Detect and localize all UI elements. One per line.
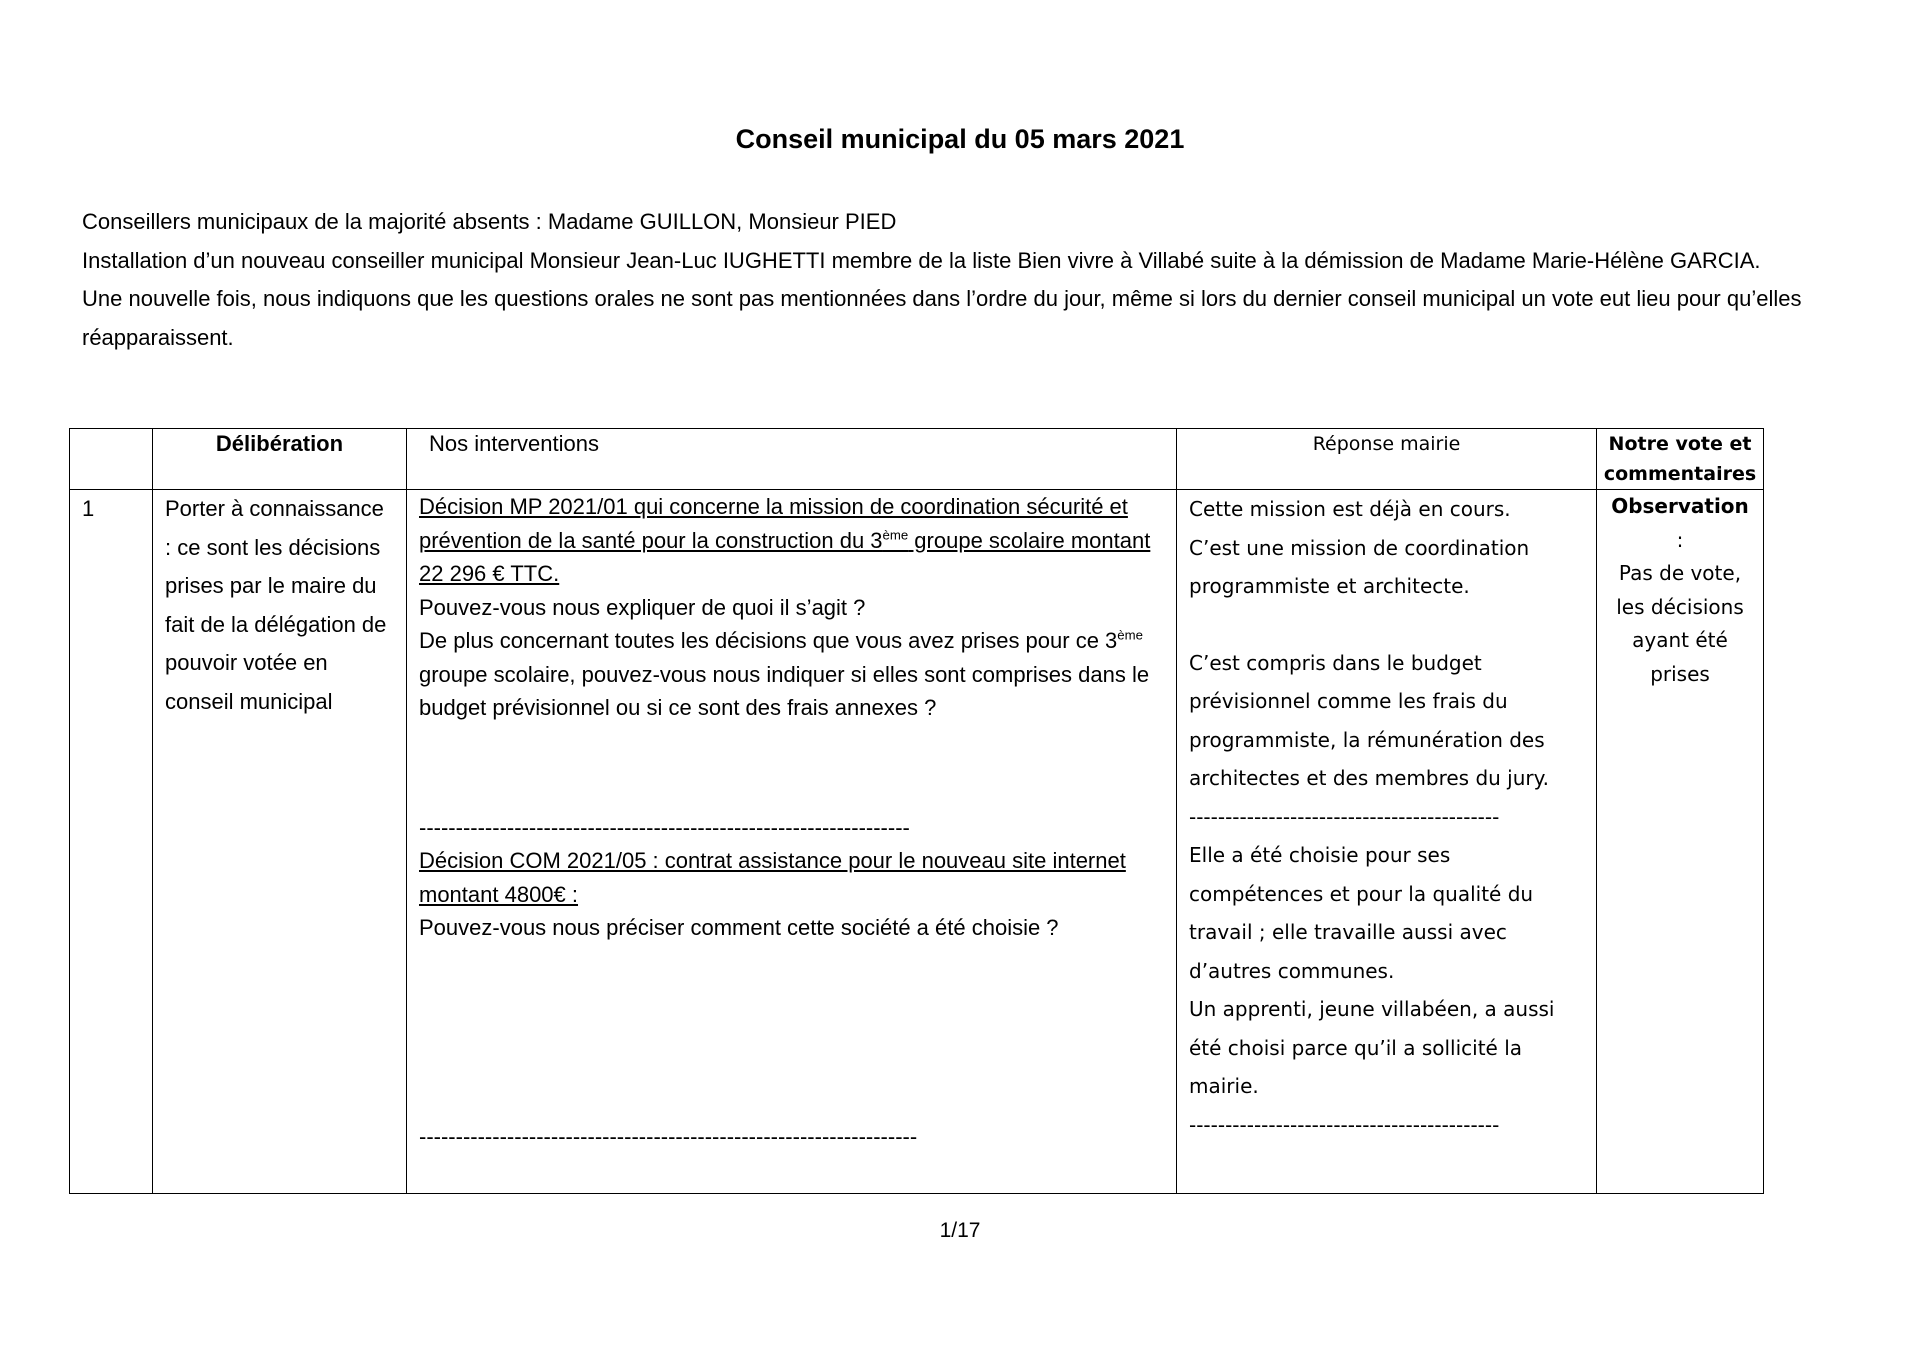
decision-com: Décision COM 2021/05 : contrat assistance pour le nouveau site internet montant 4800€ : — [419, 848, 1126, 907]
row-interventions — [407, 490, 1177, 1194]
page-number: 1/17 — [939, 1219, 981, 1242]
header-num — [70, 429, 153, 490]
row-num: 1 — [70, 490, 153, 1194]
intro — [82, 203, 1822, 357]
question-2: De plus concernant toutes les décisions que vous avez prises pour ce 3ème groupe scolaire, pouvez-vous nous indiquer si elles sont comprises dans le budget prévisionnel ou si ce sont des frais annexes ? — [419, 627, 1150, 720]
page-title: Conseil municipal du 05 mars 2021 — [735, 124, 1185, 154]
row-reponse — [1177, 490, 1597, 1194]
intro-absents: Conseillers municipaux de la majorité absents : Madame GUILLON, Monsieur PIED — [82, 209, 897, 234]
separator: ------------------------------------------------------------------- — [419, 814, 910, 840]
vote-observation: Observation : — [1611, 494, 1749, 552]
reponse-3: C’est compris dans le budget prévisionnel comme les frais du programmiste, la rémunération des architectes et des membres du jury. — [1189, 650, 1549, 790]
row-vote — [1597, 490, 1764, 1194]
intro-installation: Installation d’un nouveau conseiller municipal Monsieur Jean-Luc IUGHETTI membre de la liste Bien vivre à Villabé suite à la démission de Madame Marie-Hélène GARCIA. — [82, 247, 1761, 273]
deliberations-table — [69, 428, 1764, 1194]
separator: -------------------------------------------------------------------- — [419, 1123, 918, 1149]
reponse-5: Un apprenti, jeune villabéen, a aussi été choisi parce qu’il a sollicité la mairie. — [1189, 997, 1555, 1098]
header-vote: Notre vote et commentaires — [1597, 429, 1764, 490]
intro-questions: Une nouvelle fois, nous indiquons que les questions orales ne sont pas mentionnées dans l’ordre du jour, même si lors du dernier conseil municipal un vote eut lieu pour qu’elles réapparaissent. — [82, 286, 1802, 350]
decision-mp: Décision MP 2021/01 qui concerne la mission de coordination sécurité et prévention de la santé pour la construction du 3ème groupe scolaire montant 22 296 € TTC. — [419, 494, 1151, 586]
row-deliberation: Porter à connaissance : ce sont les décisions prises par le maire du fait de la délégation de pouvoir votée en conseil municipal — [153, 490, 407, 1194]
header-interventions: Nos interventions — [407, 429, 1177, 490]
reponse-2: C’est une mission de coordination programmiste et architecte. — [1189, 535, 1530, 598]
question-3: Pouvez-vous nous préciser comment cette société a été choisie ? — [419, 915, 1059, 940]
separator: ------------------------------------------- — [1189, 1112, 1500, 1137]
table-header-row — [70, 429, 1764, 490]
reponse-1: Cette mission est déjà en cours. — [1189, 497, 1511, 521]
vote-text: Pas de vote, les décisions ayant été prises — [1616, 561, 1744, 686]
reponse-4: Elle a été choisie pour ses compétences et pour la qualité du travail ; elle travaille aussi avec d’autres communes. — [1189, 843, 1534, 983]
table-row — [70, 490, 1764, 1194]
header-deliberation: Délibération — [153, 429, 407, 490]
header-reponse: Réponse mairie — [1177, 429, 1597, 490]
question-1: Pouvez-vous nous expliquer de quoi il s’agit ? — [419, 594, 866, 620]
separator: ------------------------------------------- — [1189, 804, 1500, 829]
